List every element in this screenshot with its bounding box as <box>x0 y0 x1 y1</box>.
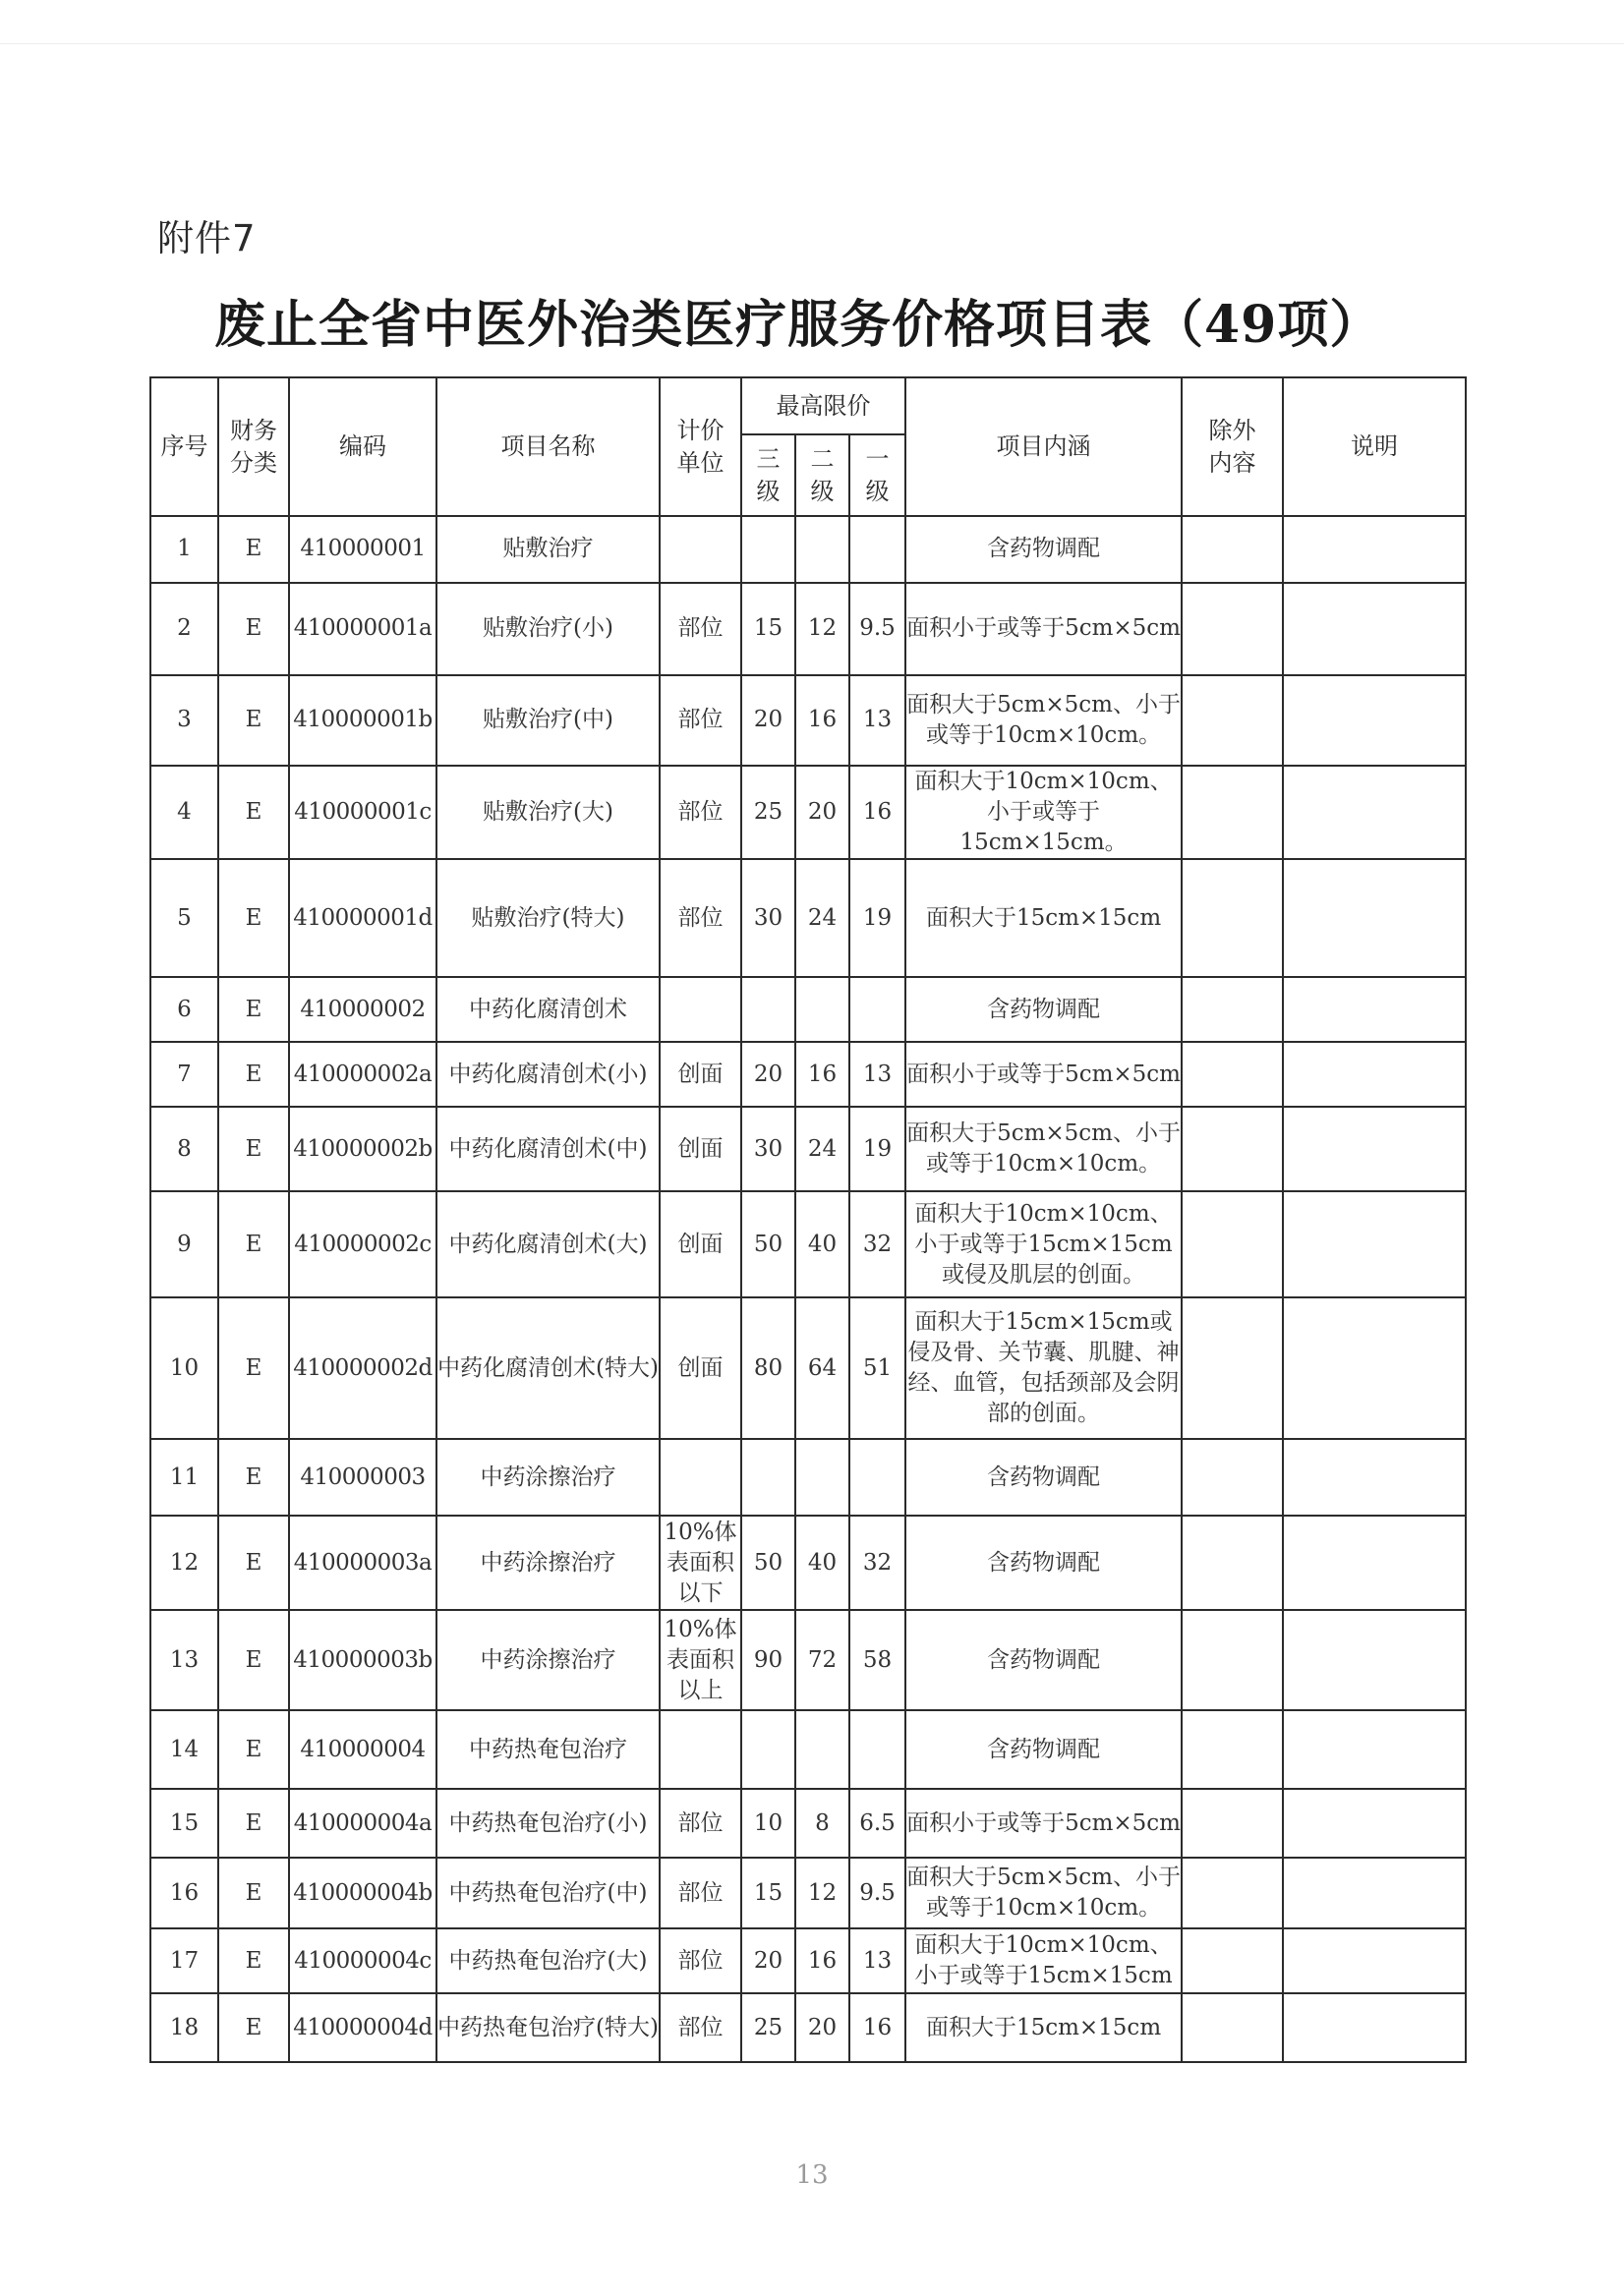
cell-unit <box>660 516 741 583</box>
table-row <box>150 1297 1466 1439</box>
cell-price-level3: 15 <box>741 1858 795 1928</box>
cell-finance-category: E <box>218 977 289 1042</box>
cell-seq: 10 <box>150 1297 218 1439</box>
cell-finance-category: E <box>218 1191 289 1297</box>
header-level3 <box>741 434 795 516</box>
cell-content: 面积大于5cm×5cm、小于或等于10cm×10cm。 <box>905 1107 1182 1191</box>
cell-content: 面积大于5cm×5cm、小于或等于10cm×10cm。 <box>905 1858 1182 1928</box>
cell-price-level3 <box>741 1439 795 1516</box>
cell-price-level3: 20 <box>741 1928 795 1993</box>
cell-content: 含药物调配 <box>905 1710 1182 1789</box>
cell-notes <box>1283 1439 1466 1516</box>
cell-name: 贴敷治疗(小) <box>436 583 660 675</box>
cell-unit: 部位 <box>660 859 741 977</box>
cell-finance-category: E <box>218 1439 289 1516</box>
cell-content: 面积大于10cm×10cm、小于或等于15cm×15cm <box>905 1928 1182 1993</box>
cell-code: 410000001b <box>289 675 436 766</box>
cell-code: 410000003a <box>289 1516 436 1610</box>
cell-code: 410000001c <box>289 766 436 859</box>
cell-content: 面积小于或等于5cm×5cm <box>905 583 1182 675</box>
cell-code: 410000003 <box>289 1439 436 1516</box>
scan-edge-line <box>0 43 1624 44</box>
header-level1 <box>849 434 905 516</box>
cell-content: 含药物调配 <box>905 516 1182 583</box>
cell-notes <box>1283 675 1466 766</box>
table-row <box>150 1516 1466 1610</box>
header-unit-text: 计价单位 <box>676 417 725 477</box>
cell-content: 面积大于15cm×15cm或侵及骨、关节囊、肌腱、神经、血管，包括颈部及会阴部的创面。 <box>905 1297 1182 1439</box>
cell-price-level1: 16 <box>849 766 905 859</box>
cell-notes <box>1283 1297 1466 1439</box>
cell-name: 中药化腐清创术(小) <box>436 1042 660 1107</box>
table-body <box>150 516 1466 2062</box>
cell-notes <box>1283 583 1466 675</box>
cell-price-level2: 24 <box>795 859 849 977</box>
cell-notes <box>1283 859 1466 977</box>
cell-code: 410000001d <box>289 859 436 977</box>
cell-seq: 2 <box>150 583 218 675</box>
cell-notes <box>1283 1710 1466 1789</box>
cell-finance-category: E <box>218 1993 289 2062</box>
cell-notes <box>1283 1858 1466 1928</box>
cell-price-level2: 40 <box>795 1191 849 1297</box>
cell-code: 410000004a <box>289 1789 436 1858</box>
header-seq: 序号 <box>150 377 218 516</box>
header-content: 项目内涵 <box>905 377 1182 516</box>
cell-price-level3: 15 <box>741 583 795 675</box>
cell-seq: 6 <box>150 977 218 1042</box>
cell-seq: 9 <box>150 1191 218 1297</box>
cell-exclusions <box>1182 1993 1283 2062</box>
cell-name: 中药化腐清创术(中) <box>436 1107 660 1191</box>
cell-notes <box>1283 1928 1466 1993</box>
cell-content: 面积大于15cm×15cm <box>905 859 1182 977</box>
cell-price-level1: 16 <box>849 1993 905 2062</box>
cell-finance-category: E <box>218 516 289 583</box>
cell-exclusions <box>1182 859 1283 977</box>
cell-seq: 1 <box>150 516 218 583</box>
cell-name: 中药化腐清创术 <box>436 977 660 1042</box>
cell-notes <box>1283 977 1466 1042</box>
cell-content: 含药物调配 <box>905 977 1182 1042</box>
cell-price-level2 <box>795 516 849 583</box>
cell-name: 中药热奄包治疗(大) <box>436 1928 660 1993</box>
cell-unit: 部位 <box>660 1789 741 1858</box>
cell-code: 410000004b <box>289 1858 436 1928</box>
cell-finance-category: E <box>218 583 289 675</box>
cell-finance-category: E <box>218 675 289 766</box>
cell-price-level3: 30 <box>741 859 795 977</box>
cell-exclusions <box>1182 1439 1283 1516</box>
cell-price-level3: 25 <box>741 766 795 859</box>
cell-code: 410000002c <box>289 1191 436 1297</box>
header-max-price: 最高限价 <box>741 377 905 434</box>
table-row <box>150 1107 1466 1191</box>
cell-code: 410000004c <box>289 1928 436 1993</box>
cell-code: 410000004d <box>289 1993 436 2062</box>
cell-name: 中药涂擦治疗 <box>436 1610 660 1710</box>
cell-price-level1: 13 <box>849 1042 905 1107</box>
table-row <box>150 766 1466 859</box>
header-level2 <box>795 434 849 516</box>
cell-name: 贴敷治疗(中) <box>436 675 660 766</box>
cell-name: 中药热奄包治疗(特大) <box>436 1993 660 2062</box>
header-finance-category <box>218 377 289 516</box>
cell-content: 面积小于或等于5cm×5cm <box>905 1789 1182 1858</box>
cell-seq: 7 <box>150 1042 218 1107</box>
cell-price-level2: 20 <box>795 1993 849 2062</box>
cell-notes <box>1283 1516 1466 1610</box>
cell-unit: 创面 <box>660 1042 741 1107</box>
table-row <box>150 1042 1466 1107</box>
header-exclusions-text: 除外内容 <box>1208 417 1256 477</box>
cell-exclusions <box>1182 1928 1283 1993</box>
cell-unit: 部位 <box>660 1928 741 1993</box>
cell-price-level3: 20 <box>741 675 795 766</box>
page-number: 13 <box>795 2160 829 2190</box>
cell-price-level1: 32 <box>849 1516 905 1610</box>
cell-unit: 部位 <box>660 675 741 766</box>
cell-name: 中药热奄包治疗(中) <box>436 1858 660 1928</box>
cell-notes <box>1283 1107 1466 1191</box>
cell-unit: 创面 <box>660 1297 741 1439</box>
cell-exclusions <box>1182 977 1283 1042</box>
header-level3-text: 三级 <box>756 445 781 505</box>
cell-exclusions <box>1182 516 1283 583</box>
cell-price-level3: 50 <box>741 1191 795 1297</box>
cell-content: 面积大于10cm×10cm、小于或等于15cm×15cm。 <box>905 766 1182 859</box>
cell-exclusions <box>1182 1297 1283 1439</box>
cell-price-level2: 16 <box>795 1042 849 1107</box>
table-row <box>150 1439 1466 1516</box>
cell-unit: 10%体表面积以下 <box>660 1516 741 1610</box>
cell-exclusions <box>1182 583 1283 675</box>
cell-name: 中药化腐清创术(大) <box>436 1191 660 1297</box>
cell-seq: 5 <box>150 859 218 977</box>
table-row <box>150 675 1466 766</box>
cell-finance-category: E <box>218 859 289 977</box>
cell-code: 410000001a <box>289 583 436 675</box>
cell-finance-category: E <box>218 1516 289 1610</box>
cell-code: 410000003b <box>289 1610 436 1710</box>
cell-unit: 10%体表面积以上 <box>660 1610 741 1710</box>
cell-name: 中药热奄包治疗(小) <box>436 1789 660 1858</box>
cell-content: 含药物调配 <box>905 1610 1182 1710</box>
cell-seq: 14 <box>150 1710 218 1789</box>
cell-notes <box>1283 766 1466 859</box>
cell-seq: 15 <box>150 1789 218 1858</box>
cell-name: 中药热奄包治疗 <box>436 1710 660 1789</box>
table-row <box>150 1191 1466 1297</box>
cell-content: 面积小于或等于5cm×5cm <box>905 1042 1182 1107</box>
table-row <box>150 516 1466 583</box>
cell-price-level3: 30 <box>741 1107 795 1191</box>
cell-price-level1 <box>849 1710 905 1789</box>
cell-price-level2: 16 <box>795 1928 849 1993</box>
cell-price-level3: 25 <box>741 1993 795 2062</box>
cell-price-level2: 64 <box>795 1297 849 1439</box>
cell-code: 410000001 <box>289 516 436 583</box>
cell-price-level1 <box>849 516 905 583</box>
cell-price-level2: 40 <box>795 1516 849 1610</box>
attachment-label: 附件7 <box>157 217 257 259</box>
cell-price-level3 <box>741 977 795 1042</box>
cell-seq: 12 <box>150 1516 218 1610</box>
cell-price-level2 <box>795 1439 849 1516</box>
cell-price-level1: 13 <box>849 1928 905 1993</box>
cell-price-level1: 6.5 <box>849 1789 905 1858</box>
cell-seq: 13 <box>150 1610 218 1710</box>
cell-price-level1: 19 <box>849 1107 905 1191</box>
header-level2-text: 二级 <box>810 445 835 505</box>
cell-notes <box>1283 1789 1466 1858</box>
cell-code: 410000002a <box>289 1042 436 1107</box>
header-name: 项目名称 <box>436 377 660 516</box>
table-row <box>150 1858 1466 1928</box>
cell-content: 面积大于10cm×10cm、小于或等于15cm×15cm或侵及肌层的创面。 <box>905 1191 1182 1297</box>
cell-exclusions <box>1182 1610 1283 1710</box>
cell-finance-category: E <box>218 1107 289 1191</box>
cell-content: 面积大于15cm×15cm <box>905 1993 1182 2062</box>
cell-price-level3: 10 <box>741 1789 795 1858</box>
cell-name: 贴敷治疗(大) <box>436 766 660 859</box>
cell-notes <box>1283 1610 1466 1710</box>
cell-code: 410000002b <box>289 1107 436 1191</box>
cell-price-level3: 90 <box>741 1610 795 1710</box>
cell-content: 含药物调配 <box>905 1439 1182 1516</box>
cell-exclusions <box>1182 1516 1283 1610</box>
cell-seq: 16 <box>150 1858 218 1928</box>
cell-code: 410000002 <box>289 977 436 1042</box>
cell-price-level1 <box>849 1439 905 1516</box>
cell-notes <box>1283 1042 1466 1107</box>
header-code: 编码 <box>289 377 436 516</box>
cell-unit <box>660 1439 741 1516</box>
cell-unit <box>660 977 741 1042</box>
header-notes: 说明 <box>1283 377 1466 516</box>
cell-unit: 部位 <box>660 766 741 859</box>
cell-name: 中药涂擦治疗 <box>436 1439 660 1516</box>
cell-name: 中药涂擦治疗 <box>436 1516 660 1610</box>
cell-seq: 18 <box>150 1993 218 2062</box>
table-row <box>150 1710 1466 1789</box>
cell-exclusions <box>1182 1789 1283 1858</box>
cell-content: 含药物调配 <box>905 1516 1182 1610</box>
cell-price-level2: 16 <box>795 675 849 766</box>
cell-price-level2: 12 <box>795 583 849 675</box>
cell-finance-category: E <box>218 1928 289 1993</box>
cell-unit: 部位 <box>660 1993 741 2062</box>
cell-price-level3: 20 <box>741 1042 795 1107</box>
table-row <box>150 1789 1466 1858</box>
cell-unit: 部位 <box>660 583 741 675</box>
cell-price-level1: 32 <box>849 1191 905 1297</box>
cell-price-level2: 12 <box>795 1858 849 1928</box>
cell-price-level3 <box>741 1710 795 1789</box>
cell-unit: 创面 <box>660 1191 741 1297</box>
cell-price-level2: 8 <box>795 1789 849 1858</box>
header-unit <box>660 377 741 516</box>
cell-seq: 3 <box>150 675 218 766</box>
cell-finance-category: E <box>218 1710 289 1789</box>
cell-exclusions <box>1182 1710 1283 1789</box>
cell-price-level3: 50 <box>741 1516 795 1610</box>
cell-seq: 8 <box>150 1107 218 1191</box>
cell-name: 中药化腐清创术(特大) <box>436 1297 660 1439</box>
cell-name: 贴敷治疗(特大) <box>436 859 660 977</box>
cell-finance-category: E <box>218 1789 289 1858</box>
header-exclusions <box>1182 377 1283 516</box>
cell-finance-category: E <box>218 1858 289 1928</box>
cell-exclusions <box>1182 675 1283 766</box>
cell-price-level1: 13 <box>849 675 905 766</box>
cell-seq: 17 <box>150 1928 218 1993</box>
cell-code: 410000004 <box>289 1710 436 1789</box>
cell-finance-category: E <box>218 1042 289 1107</box>
cell-unit: 部位 <box>660 1858 741 1928</box>
table-row <box>150 1610 1466 1710</box>
cell-price-level1: 9.5 <box>849 1858 905 1928</box>
cell-finance-category: E <box>218 1297 289 1439</box>
cell-finance-category: E <box>218 766 289 859</box>
cell-price-level2 <box>795 1710 849 1789</box>
cell-notes <box>1283 1191 1466 1297</box>
table-row <box>150 1928 1466 1993</box>
cell-price-level3: 80 <box>741 1297 795 1439</box>
cell-price-level2: 72 <box>795 1610 849 1710</box>
cell-exclusions <box>1182 1042 1283 1107</box>
table-row <box>150 1993 1466 2062</box>
cell-notes <box>1283 516 1466 583</box>
cell-price-level2: 20 <box>795 766 849 859</box>
cell-seq: 4 <box>150 766 218 859</box>
cell-price-level1: 19 <box>849 859 905 977</box>
cell-seq: 11 <box>150 1439 218 1516</box>
cell-price-level2: 24 <box>795 1107 849 1191</box>
table-row <box>150 583 1466 675</box>
cell-price-level1: 51 <box>849 1297 905 1439</box>
cell-price-level1: 9.5 <box>849 583 905 675</box>
cell-price-level1 <box>849 977 905 1042</box>
price-items-table <box>149 376 1467 2063</box>
cell-content: 面积大于5cm×5cm、小于或等于10cm×10cm。 <box>905 675 1182 766</box>
cell-price-level1: 58 <box>849 1610 905 1710</box>
cell-code: 410000002d <box>289 1297 436 1439</box>
cell-price-level2 <box>795 977 849 1042</box>
cell-finance-category: E <box>218 1610 289 1710</box>
cell-price-level3 <box>741 516 795 583</box>
cell-notes <box>1283 1993 1466 2062</box>
cell-exclusions <box>1182 766 1283 859</box>
header-finance-category-text: 财务分类 <box>229 417 277 477</box>
table-row <box>150 859 1466 977</box>
cell-exclusions <box>1182 1191 1283 1297</box>
cell-exclusions <box>1182 1107 1283 1191</box>
page-title: 废止全省中医外治类医疗服务价格项目表（49项） <box>214 295 1382 355</box>
table-row <box>150 977 1466 1042</box>
cell-exclusions <box>1182 1858 1283 1928</box>
header-level1-text: 一级 <box>865 445 890 505</box>
cell-unit: 创面 <box>660 1107 741 1191</box>
cell-name: 贴敷治疗 <box>436 516 660 583</box>
cell-unit <box>660 1710 741 1789</box>
